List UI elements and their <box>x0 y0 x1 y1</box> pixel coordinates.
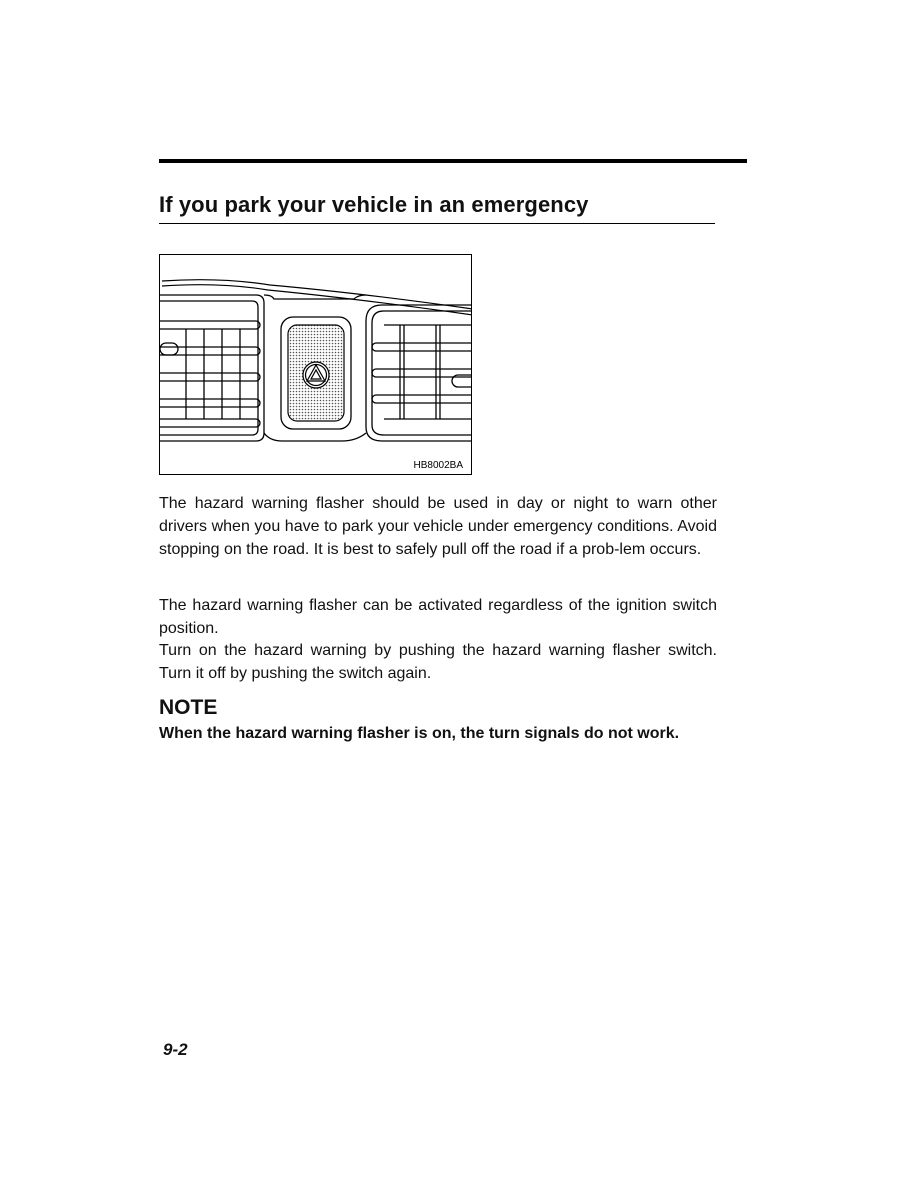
note-heading: NOTE <box>159 696 218 719</box>
left-air-vent <box>160 295 264 441</box>
right-air-vent <box>366 305 472 441</box>
hazard-switch-figure <box>159 254 472 475</box>
paragraph-usage: The hazard warning flasher should be used in day or night to warn other drivers when you have to park your vehicle under emergency conditions. Avoid stopping on the road. It is best to safely pull off the road if a prob-lem occurs. <box>159 495 717 558</box>
section-title: If you park your vehicle in an emergency <box>159 192 715 224</box>
page-number: 9-2 <box>163 1040 188 1059</box>
paragraph-activation: The hazard warning flasher can be activated regardless of the ignition switch position. <box>159 597 717 637</box>
note-text: When the hazard warning flasher is on, the turn signals do not work. <box>159 725 680 742</box>
paragraph-operation: Turn on the hazard warning by pushing the hazard warning flasher switch. Turn it off by pushing the switch again. <box>159 642 717 682</box>
figure-code: HB8002BA <box>413 460 463 471</box>
dashboard-edge <box>162 280 472 315</box>
hazard-switch-illustration <box>160 255 472 475</box>
top-rule <box>159 159 747 163</box>
hazard-button <box>288 325 344 421</box>
